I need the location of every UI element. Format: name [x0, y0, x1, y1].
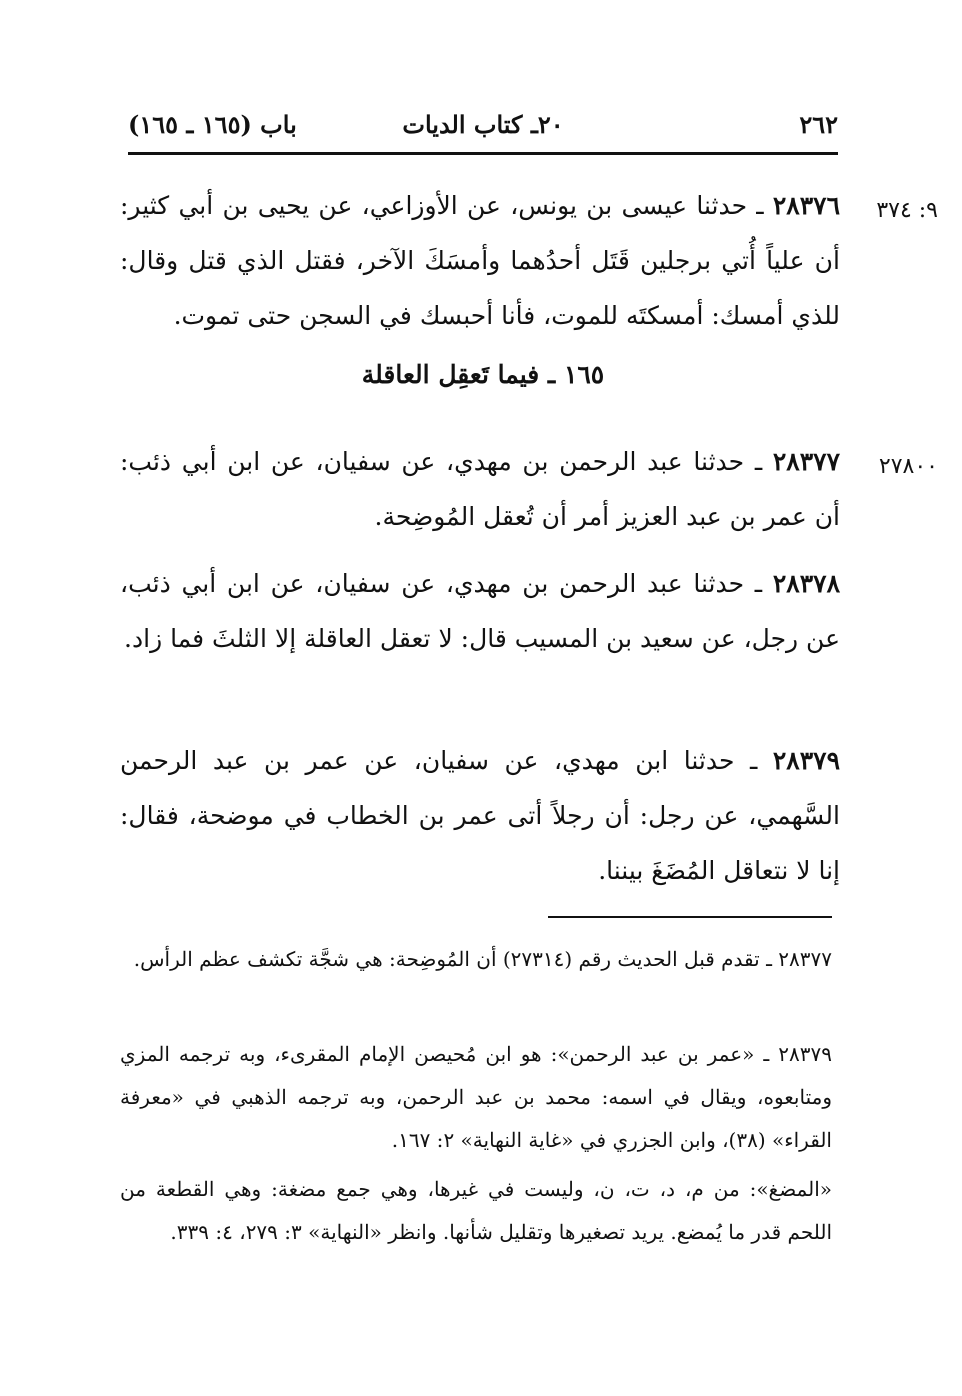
page-number: ٢٦٢	[799, 110, 838, 139]
hadith-text: ـ حدثنا عيسى بن يونس، عن الأوزاعي، عن يحيى بن أبي كثير: أن علياً أُتي برجلين قَتَل أحدُهما وأمسَكَ الآخر، فقتل الذي قتل وقال: للذي أمسك: أمسكتَه للموت، فأنا أحبسك في السجن حتى تموت.	[120, 191, 840, 330]
hadith-entry	[120, 434, 840, 544]
hadith-number: ٢٨٣٧٩	[772, 746, 840, 775]
cross-reference: ٢٧٨٠٠	[878, 454, 938, 479]
running-header	[128, 110, 838, 146]
hadith-number: ٢٨٣٧٧	[772, 447, 840, 476]
hadith-text: ـ حدثنا ابن مهدي، عن سفيان، عن عمر بن عبد الرحمن السَّهمي، عن رجل: أن رجلاً أتى عمر بن الخطاب في موضحة، فقال: إنا لا نتعاقل المُضَغَ بيننا.	[120, 746, 840, 885]
section-heading: ١٦٥ ـ فيما تَعقِل العاقلة	[361, 360, 605, 389]
book-title: ٢٠ـ كتاب الديات	[402, 110, 564, 139]
hadith-entry	[120, 733, 840, 898]
footnote: «المضغ»: من م، د، ت، ن، وليست في غيرها، وهي جمع مضغة: وهي القطعة من اللحم قدر ما يُمضع. يريد تصغيرها وتقليل شأنها. وانظر «النهاية» ٣: ٢٧٩، ٤: ٣٣٩.	[120, 1177, 832, 1244]
chapter-range: باب (١٦٥ ـ ١٦٥)	[128, 110, 297, 139]
footnote-rule	[548, 916, 832, 918]
hadith-number: ٢٨٣٧٦	[772, 191, 840, 220]
header-rule	[128, 152, 838, 155]
hadith-entry	[120, 556, 840, 666]
footnote: ٢٨٣٧٧ ـ تقدم قبل الحديث رقم (٢٧٣١٤) أن المُوضِحة: هي شجَّة تكشف عظم الرأس.	[133, 947, 832, 971]
hadith-entry	[120, 178, 840, 343]
hadith-text: ـ حدثنا عبد الرحمن بن مهدي، عن سفيان، عن ابن أبي ذئب، عن رجل، عن سعيد بن المسيب قال: لا تعقل العاقلة إلا الثلثَ فما زاد.	[120, 569, 840, 653]
hadith-number: ٢٨٣٧٨	[772, 569, 840, 598]
cross-reference: ٩: ٣٧٤	[876, 198, 938, 223]
hadith-text: ـ حدثنا عبد الرحمن بن مهدي، عن سفيان، عن ابن أبي ذئب: أن عمر بن عبد العزيز أمر أن تُعقل المُوضِحة.	[120, 447, 840, 531]
footnote: ٢٨٣٧٩ ـ «عمر بن عبد الرحمن»: هو ابن مُحيصن الإمام المقرىء، وبه ترجمه المزي ومتابعوه، ويقال في اسمه: محمد بن عبد الرحمن، وبه ترجمه الذهبي في «معرفة القراء» (٣٨)، وابن الجزري في «غاية النهاية» ٢: ١٦٧.	[120, 1042, 832, 1152]
